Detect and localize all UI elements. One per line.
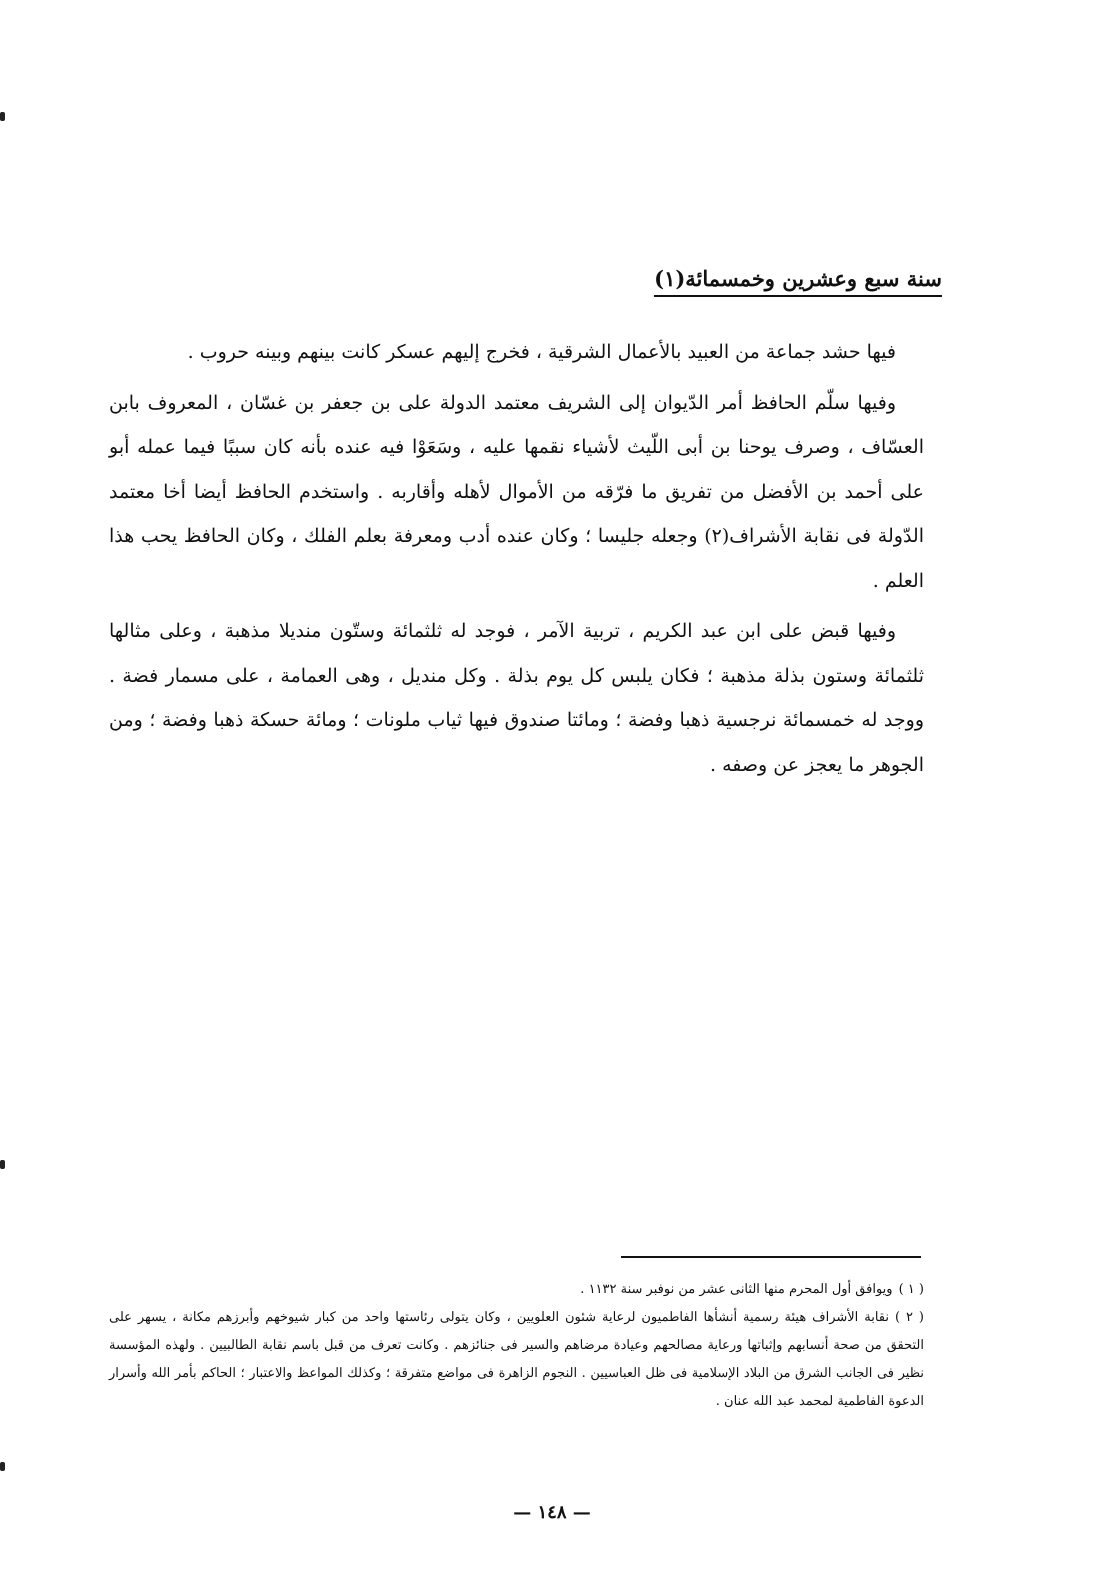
footnote-text: نقابة الأشراف هيئة رسمية أنشأها الفاطميون لرعاية شئون العلويين ، وكان يتولى رئاستها واحد من كبار شيوخهم وأبرزهم مكانة ، يسهر على التحقق من صحة أنسابهم وإثباتها ورعاية مصالحهم وعيادة مرضاهم والسير فى جنائزهم . وكانت تعرف من قبل باسم نقابة الطالبيين . ولهذه المؤسسة نظير فى الجانب الشرق من البلاد الإسلامية فى ظل العباسيين . النجوم الزاهرة فى مواضع متفرقة ؛ وكذلك المواعظ والاعتبار ؛ الحاكم بأمر الله وأسرار الدعوة الفاطمية لمحمد عبد الله عنان . bbox=[109, 1310, 924, 1409]
section-title: سنة سبع وعشرين وخمسمائة(١) bbox=[654, 266, 942, 297]
footnotes bbox=[109, 1276, 924, 1416]
footnote bbox=[109, 1276, 924, 1304]
footnote bbox=[109, 1304, 924, 1416]
footnote-text: ويوافق أول المحرم منها الثانى عشر من نوفبر سنة ١١٣٢ . bbox=[580, 1282, 893, 1297]
page-number: — ١٤٨ — bbox=[513, 1502, 591, 1523]
footnote-number: ( ١ ) bbox=[898, 1282, 924, 1297]
footnote-divider bbox=[621, 1256, 921, 1258]
body-text bbox=[109, 330, 924, 793]
footnote-number: ( ٢ ) bbox=[894, 1310, 924, 1325]
scan-edge-mark bbox=[0, 1462, 5, 1471]
paragraph: وفيها قبض على ابن عبد الكريم ، تربية الآمر ، فوجد له ثلثمائة وستّون منديلا مذهبة ، وعلى مثالها ثلثمائة وستون بذلة مذهبة ؛ فكان يلبس كل يوم بذلة . وكل منديل ، وهى العمامة ، على مسمار فضة . ووجد له خمسمائة نرجسية ذهبا وفضة ؛ ومائتا صندوق فيها ثياب ملونات ؛ ومائة حسكة ذهبا وفضة ؛ ومن الجوهر ما يعجز عن وصفه . bbox=[109, 620, 924, 776]
paragraph: وفيها سلّم الحافظ أمر الدّيوان إلى الشريف معتمد الدولة على بن جعفر بن غسّان ، المعروف بابن العسّاف ، وصرف يوحنا بن أبى اللّيث لأشياء نقمها عليه ، وسَعَوْا فيه عنده بأنه كان سببًا فيما عمله أبو على أحمد بن الأفضل من تفريق ما فرّقه من الأموال لأهله وأقاربه . واستخدم الحافظ أيضا أخا معتمد الدّولة فى نقابة الأشراف(٢) وجعله جليسا ؛ وكان عنده أدب ومعرفة بعلم الفلك ، وكان الحافظ يحب هذا العلم . bbox=[109, 391, 924, 592]
paragraph: فيها حشد جماعة من العبيد بالأعمال الشرقية ، فخرج إليهم عسكر كانت بينهم وبينه حروب . bbox=[187, 341, 896, 363]
scan-edge-mark bbox=[0, 112, 5, 121]
scan-edge-mark bbox=[0, 1160, 5, 1169]
